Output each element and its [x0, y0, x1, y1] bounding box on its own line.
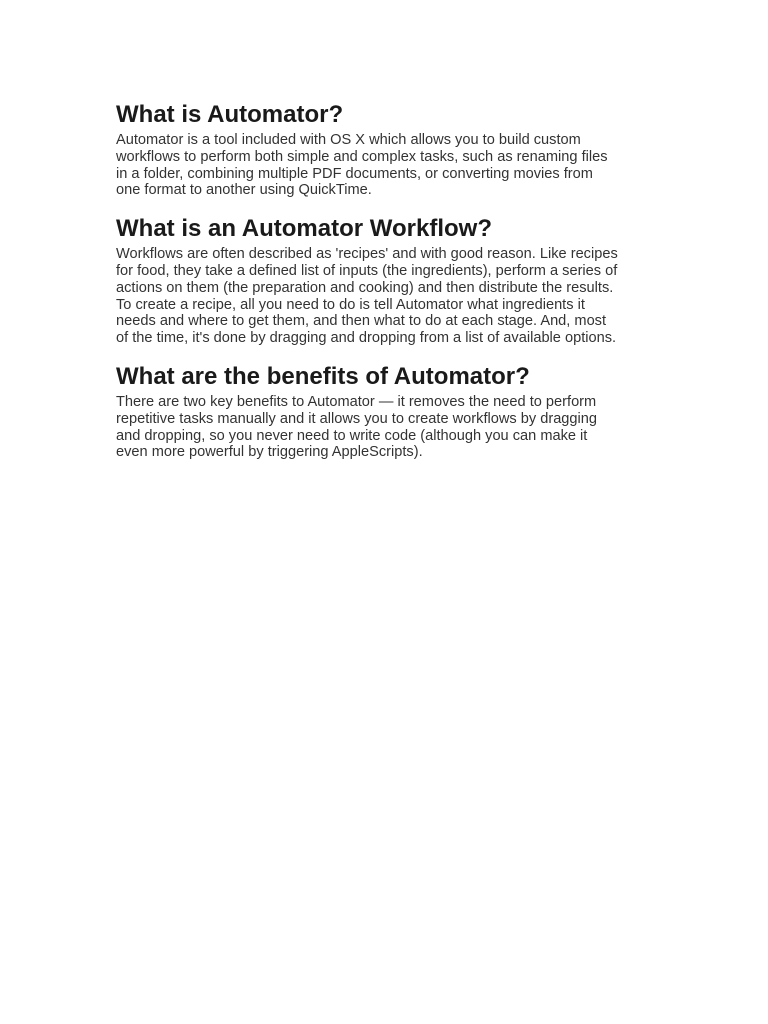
section-benefits-of-automator	[116, 362, 656, 461]
text-line: in a folder, combining multiple PDF documents, or converting movies from	[116, 165, 593, 182]
text-line: Workflows are often described as 'recipes' and with good reason. Like recipes	[116, 246, 618, 263]
text-line: To create a recipe, all you need to do is tell Automator what ingredients it	[116, 296, 585, 313]
heading-automator-workflow: What is an Automator Workflow?	[116, 215, 492, 243]
paragraph-automator-workflow	[116, 246, 656, 347]
section-automator-workflow	[116, 214, 656, 347]
heading-what-is-automator: What is Automator?	[116, 101, 344, 128]
paragraph-what-is-automator	[116, 132, 656, 199]
text-line: needs and where to get them, and then what to do at each stage. And, most	[116, 313, 607, 330]
text-line: one format to another using QuickTime.	[116, 182, 372, 199]
text-line: for food, they take a defined list of inputs (the ingredients), perform a series of	[116, 262, 618, 279]
heading-benefits-of-automator: What are the benefits of Automator?	[116, 362, 530, 390]
text-line: There are two key benefits to Automator — it removes the need to perform	[116, 393, 597, 410]
text-line: of the time, it's done by dragging and dropping from a list of available options.	[116, 330, 617, 347]
text-line: repetitive tasks manually and it allows you to create workflows by dragging	[116, 410, 598, 427]
text-line: even more powerful by triggering AppleScripts).	[116, 444, 423, 461]
text-line: and dropping, so you never need to write code (although you can make it	[116, 427, 588, 444]
section-what-is-automator	[116, 100, 656, 199]
document-page	[116, 100, 656, 476]
text-line: workflows to perform both simple and complex tasks, such as renaming files	[116, 148, 608, 165]
text-line: Automator is a tool included with OS X which allows you to build custom	[116, 132, 581, 148]
paragraph-benefits-of-automator	[116, 394, 656, 461]
text-line: actions on them (the preparation and cooking) and then distribute the results.	[116, 279, 614, 296]
